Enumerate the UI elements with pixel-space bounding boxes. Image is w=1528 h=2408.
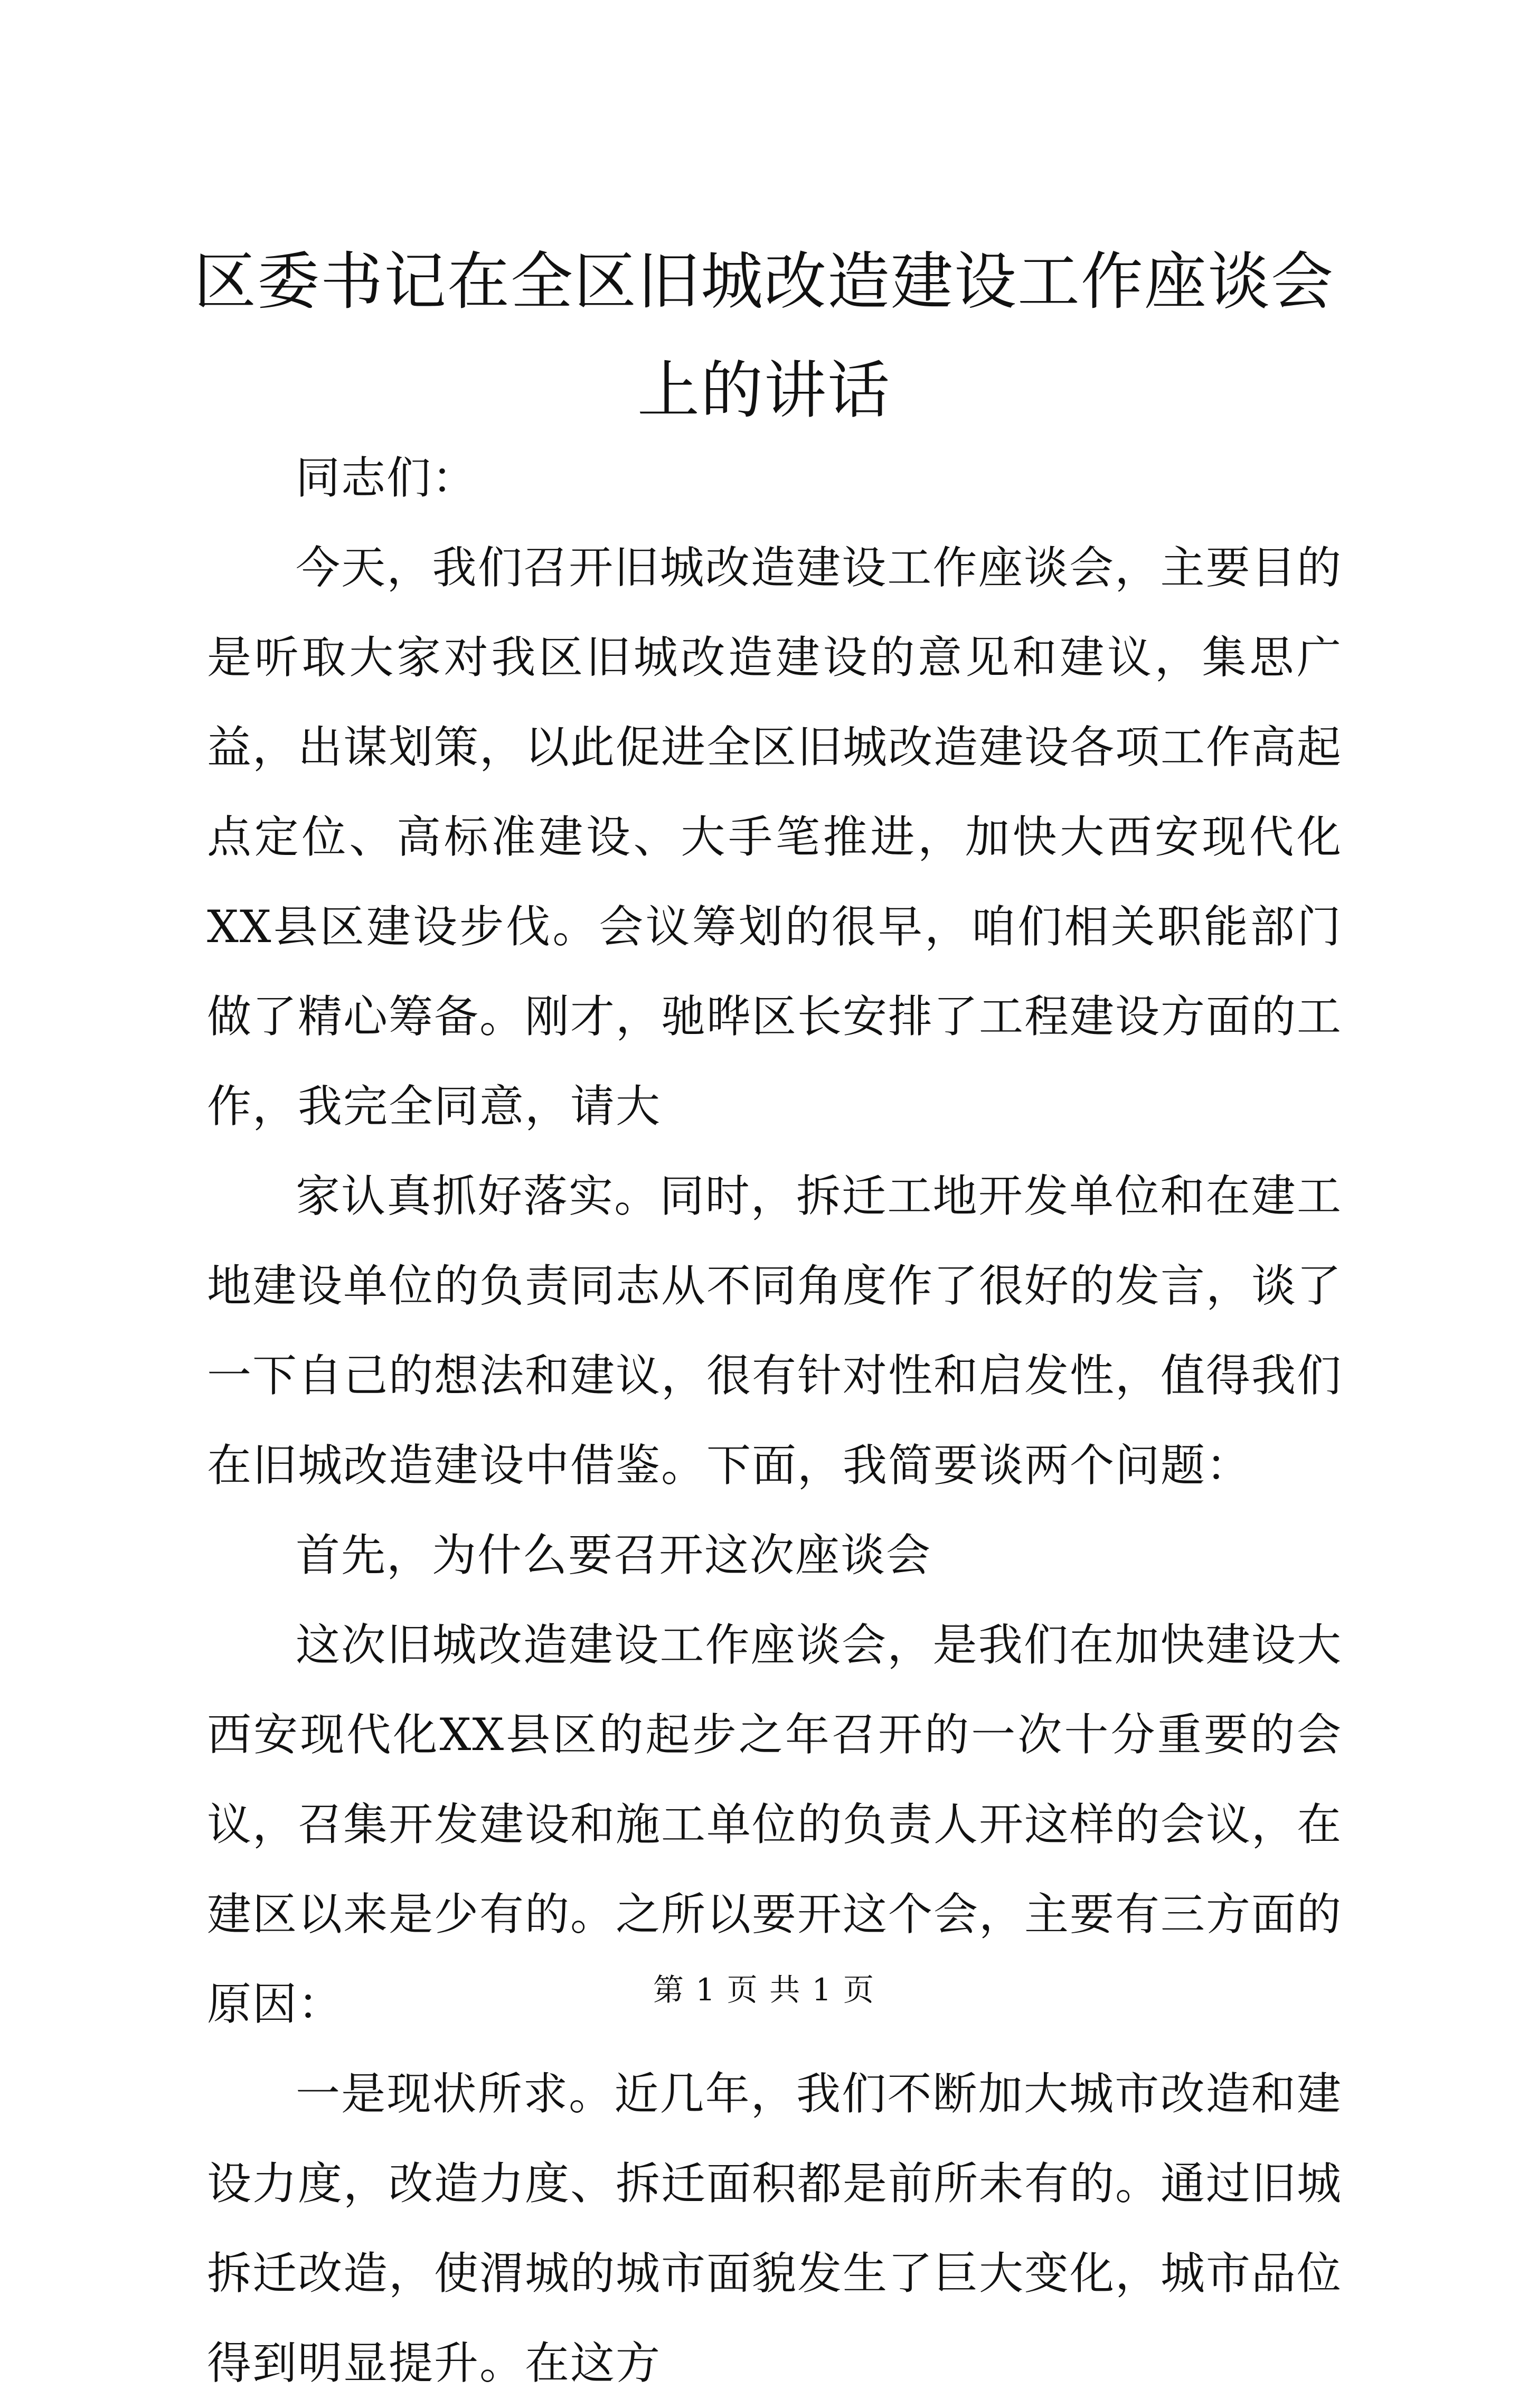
document-title: 区委书记在全区旧城改造建设工作座谈会上的讲话 bbox=[193, 245, 1334, 427]
paragraph-reason-one: 一是现状所求。近几年，我们不断加大城市改造和建设力度，改造力度、拆迁面积都是前所未有的。通过旧城拆迁改造，使渭城的城市面貌发生了巨大变化，城市品位得到明显提升。在这方 bbox=[207, 2068, 1343, 2389]
paragraph-intro: 今天，我们召开旧城改造建设工作座谈会，主要目的是听取大家对我区旧城改造建设的意见和建议，集思广益，出谋划策，以此促进全区旧城改造建设各项工作高起点定位、高标准建设、大手笔推进，加快大西安现代化XX县区建设步伐。会议筹划的很早，咱们相关职能部门做了精心筹备。刚才，驰晔区长安排了工程建设方面的工作，我完全同意，请大 bbox=[207, 542, 1343, 1132]
paragraph-salutation: 同志们： bbox=[296, 452, 478, 504]
document-body bbox=[207, 433, 1342, 2408]
paragraph-meeting-purpose: 这次旧城改造建设工作座谈会，是我们在加快建设大西安现代化XX县区的起步之年召开的一次十分重要的会议，召集开发建设和施工单位的负责人开这样的会议，在建区以来是少有的。之所以要开这个会，主要有三方面的原因： bbox=[207, 1619, 1343, 2030]
page-footer: 第 1 页 共 1 页 bbox=[653, 1972, 875, 2008]
section-heading: 首先，为什么要召开这次座谈会 bbox=[296, 1529, 932, 1581]
paragraph-continuation: 家认真抓好落实。同时，拆迁工地开发单位和在建工地建设单位的负责同志从不同角度作了很好的发言，谈了一下自己的想法和建议，很有针对性和启发性，值得我们在旧城改造建设中借鉴。下面，我简要谈两个问题： bbox=[207, 1170, 1343, 1491]
